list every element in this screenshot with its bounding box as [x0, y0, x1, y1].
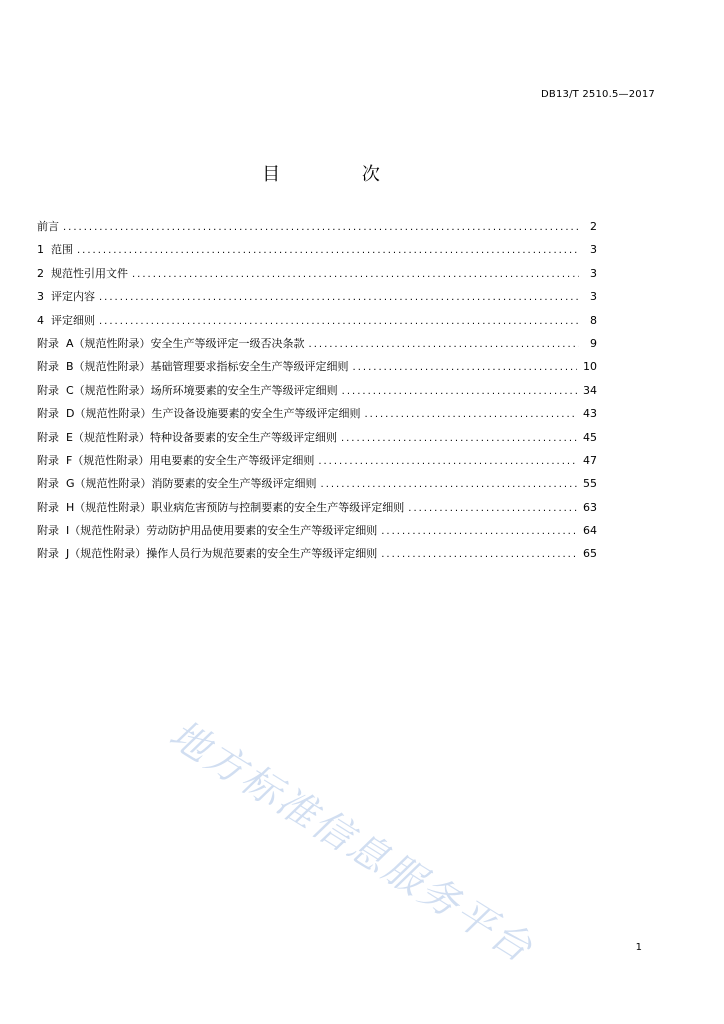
toc-dot-leader [381, 549, 577, 560]
toc-entry-appendix-j[interactable] [37, 545, 597, 568]
toc-entry-page: 45 [583, 430, 597, 444]
toc-entry-preface[interactable] [37, 218, 597, 241]
toc-entry-label: 附录 B（规范性附录）基础管理要求指标安全生产等级评定细则 [37, 360, 349, 374]
toc-entry-page: 8 [590, 313, 597, 327]
toc-entry-appendix-e[interactable] [37, 429, 597, 452]
toc-dot-leader [364, 409, 577, 420]
toc-entry-page: 2 [590, 220, 597, 233]
toc-entry-label: 2 规范性引用文件 [37, 266, 128, 280]
toc-dot-leader [99, 316, 579, 327]
toc-entry-label: 附录 C（规范性附录）场所环境要素的安全生产等级评定细则 [37, 383, 338, 397]
toc-entry-label: 前言 [37, 220, 59, 233]
toc-dot-leader [342, 386, 577, 397]
toc-dot-leader [132, 269, 579, 280]
toc-entry-label: 附录 G（规范性附录）消防要素的安全生产等级评定细则 [37, 477, 317, 491]
toc-entry-label: 附录 J（规范性附录）操作人员行为规范要素的安全生产等级评定细则 [37, 547, 378, 561]
toc-entry-appendix-c[interactable] [37, 382, 597, 405]
page-number: 1 [635, 942, 642, 953]
toc-entry-label: 4 评定细则 [37, 313, 95, 327]
toc-entry-appendix-b[interactable] [37, 358, 597, 381]
toc-entry-label: 附录 D（规范性附录）生产设备设施要素的安全生产等级评定细则 [37, 407, 361, 421]
toc-dot-leader [341, 433, 577, 444]
toc-entry-page: 43 [583, 407, 597, 421]
toc-entry-label: 附录 E（规范性附录）特种设备要素的安全生产等级评定细则 [37, 430, 337, 444]
toc-dot-leader [353, 362, 577, 373]
toc-entry-page: 55 [583, 477, 597, 491]
toc-entry-page: 63 [583, 500, 597, 514]
toc-entry-label: 1 范围 [37, 243, 73, 257]
toc-entry-page: 3 [590, 290, 597, 304]
toc-entry-appendix-g[interactable] [37, 475, 597, 498]
toc-entry-label: 附录 A（规范性附录）安全生产等级评定一级否决条款 [37, 336, 305, 350]
toc-dot-leader [318, 456, 577, 467]
watermark: 地方标准信息服务平台 [161, 711, 542, 973]
toc-entry-page: 3 [590, 266, 597, 280]
toc-dot-leader [381, 526, 577, 537]
toc-entry-normative-references[interactable] [37, 265, 597, 288]
toc-entry-evaluation-rules[interactable] [37, 312, 597, 335]
toc-entry-appendix-i[interactable] [37, 522, 597, 545]
table-of-contents [37, 218, 597, 569]
toc-entry-evaluation-content[interactable] [37, 288, 597, 311]
toc-title: 目 次 [262, 164, 418, 185]
toc-dot-leader [321, 479, 577, 490]
toc-entry-appendix-h[interactable] [37, 499, 597, 522]
toc-entry-appendix-a[interactable] [37, 335, 597, 358]
toc-entry-label: 附录 F（规范性附录）用电要素的安全生产等级评定细则 [37, 453, 315, 467]
toc-entry-label: 3 评定内容 [37, 290, 95, 304]
toc-dot-leader [408, 503, 577, 514]
toc-dot-leader [309, 339, 579, 350]
document-code: DB13/T 2510.5—2017 [541, 89, 655, 100]
toc-entry-page: 64 [583, 524, 597, 538]
toc-entry-label: 附录 H（规范性附录）职业病危害预防与控制要素的安全生产等级评定细则 [37, 500, 405, 514]
toc-entry-page: 10 [583, 360, 597, 374]
toc-entry-page: 3 [590, 243, 597, 257]
toc-entry-appendix-d[interactable] [37, 405, 597, 428]
toc-entry-label: 附录 I（规范性附录）劳动防护用品使用要素的安全生产等级评定细则 [37, 524, 378, 538]
toc-dot-leader [99, 292, 579, 303]
toc-entry-scope[interactable] [37, 241, 597, 264]
toc-entry-page: 65 [583, 547, 597, 561]
toc-entry-page: 47 [583, 453, 597, 467]
toc-entry-appendix-f[interactable] [37, 452, 597, 475]
toc-dot-leader [77, 245, 579, 256]
toc-entry-page: 9 [590, 336, 597, 350]
toc-entry-page: 34 [583, 383, 597, 397]
toc-dot-leader [63, 222, 579, 233]
